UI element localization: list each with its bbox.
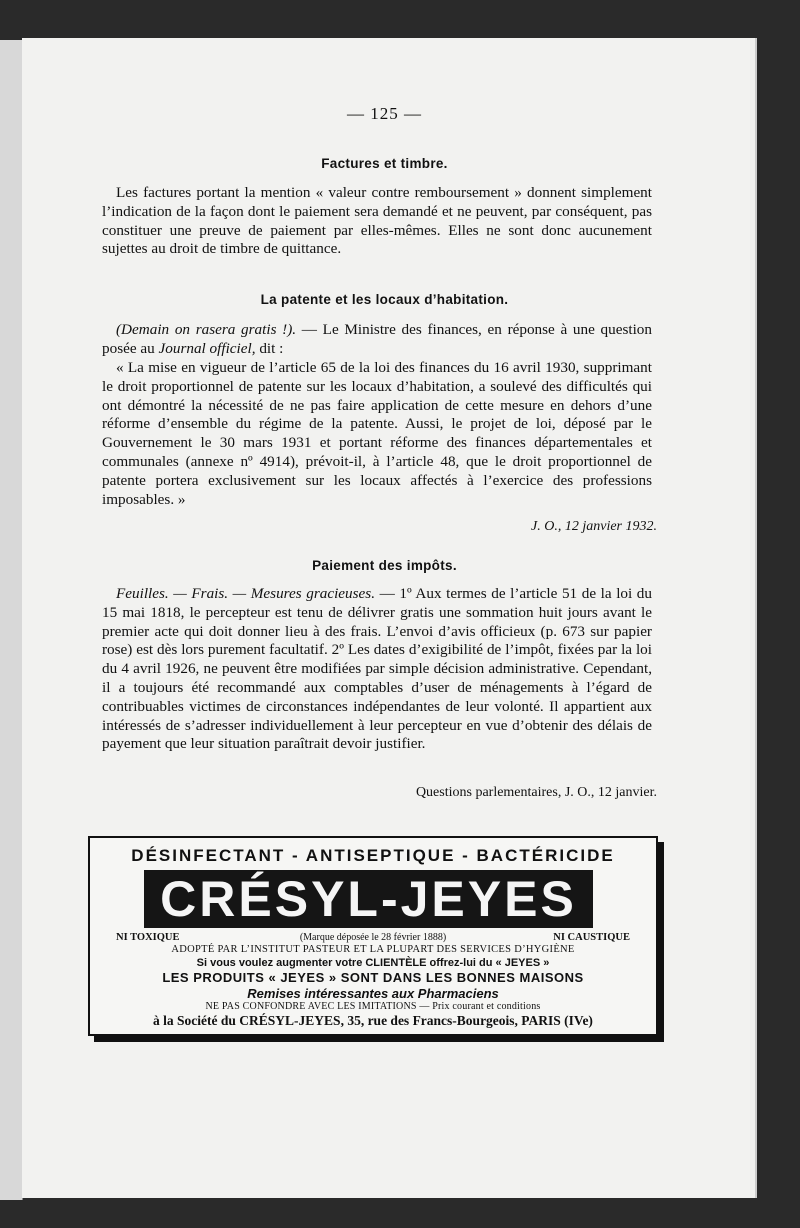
ad-tagline: DÉSINFECTANT - ANTISEPTIQUE - BACTÉRICIDE	[131, 846, 615, 865]
journal-name: Journal officiel,	[158, 339, 256, 357]
page-number: — 125 —	[347, 104, 422, 123]
section-heading-factures: Factures et timbre.	[321, 156, 448, 171]
ad-right-note: NI CAUSTIQUE	[553, 932, 630, 943]
document-page	[22, 38, 755, 1198]
ad-left-note: NI TOXIQUE	[116, 932, 180, 943]
ad-address: à la Société du CRÉSYL-JEYES, 35, rue des Francs-Bourgeois, PARIS (IVe)	[153, 1013, 593, 1028]
quote-text: « La mise en vigueur de l’article 65 de la loi des finances du 16 avril 1930, supprimant le droit proportionnel de patente sur les locaux d’habitation, a soulevé des difficultés qui ont démontré la nécessité de ne pas faire application de cette mesure en dehors d’une réforme d’ensemble du régime de la patente. Aussi, le projet de loi, déposé par le Gouvernement le 30 mars 1931 et portant réforme des finances départementales et communales (annexe nº 4914), prévoit-il, à l’article 48, que le droit proportionnel de patente portera exclusivement sur les locaux affectés à l’exercice des professions imposables. »	[102, 359, 652, 508]
section-paragraph-impots	[102, 585, 652, 754]
intro-text: — Le Ministre des finances, en réponse à une question posée au	[102, 321, 652, 357]
section-heading-patente: La patente et les locaux d’habitation.	[260, 292, 509, 307]
paragraph-text: — 1º Aux termes de l’article 51 de la loi du 15 mai 1818, le percepteur est tenu de délivrer gratis une sommation huit jours avant le premier acte qui doit donner lieu à des frais. L’envoi d’avis officieux (p. 673 sur papier rose) est dès lors purement facultatif. 2º Les dates d’exigibilité de l’impôt, fixées par la loi du 4 avril 1926, ne peuvent être modifiées par simple décision administrative. Cependant, il a toujours été recommandé aux comptables d’user de ménagements à l’égard de contribuables victimes de circonstances indépendantes de leur volonté. Il appartient aux intéressés de s’adresser individuellement à leur percepteur en vue d’obtenir des délais de payement que leur situation paraîtrait devoir justifier.	[102, 585, 652, 753]
reference-text: J. O., 12 janvier 1932.	[531, 519, 657, 534]
ad-brand-logo: CRÉSYL-JEYES	[144, 870, 593, 928]
section-intro-patente	[102, 321, 652, 359]
subject-italic: Feuilles. — Frais. — Mesures gracieuses.	[116, 585, 376, 602]
reference-impots: Questions parlementaires, J. O., 12 janvier.	[415, 785, 657, 800]
section-quote-patente	[102, 359, 652, 509]
advertisement-box	[88, 836, 658, 1036]
reference-patente	[531, 519, 657, 535]
paragraph-text: Les factures portant la mention « valeur contre remboursement » donnent simplement l’indication de la façon dont le paiement sera demandé et ne peuvent, par conséquent, pas constituer une preuve de paiement par elles-mêmes. Elles ne sont donc aucunement sujettes au droit de timbre de quittance.	[102, 184, 652, 258]
adjacent-page-edge	[0, 40, 23, 1200]
ad-offer: Si vous voulez augmenter votre CLIENTÈLE offrez-lui du « JEYES »	[196, 957, 550, 969]
ad-adopted: ADOPTÉ PAR L’INSTITUT PASTEUR ET LA PLUPART DES SERVICES D’HYGIÈNE	[171, 944, 575, 955]
ad-trademark-row	[90, 932, 656, 943]
ad-warning: NE PAS CONFONDRE AVEC LES IMITATIONS — Prix courant et conditions	[205, 1001, 541, 1012]
ad-trademark: (Marque déposée le 28 février 1888)	[299, 932, 447, 943]
ad-discounts: Remises intéressantes aux Pharmaciens	[247, 986, 499, 1001]
section-heading-impots: Paiement des impôts.	[312, 558, 457, 573]
intro-end: dit :	[255, 339, 284, 357]
section-paragraph-factures	[102, 184, 652, 259]
intro-italic: (Demain on rasera gratis !).	[116, 321, 297, 338]
ad-products: LES PRODUITS « JEYES » SONT DANS LES BONNES MAISONS	[162, 970, 584, 985]
